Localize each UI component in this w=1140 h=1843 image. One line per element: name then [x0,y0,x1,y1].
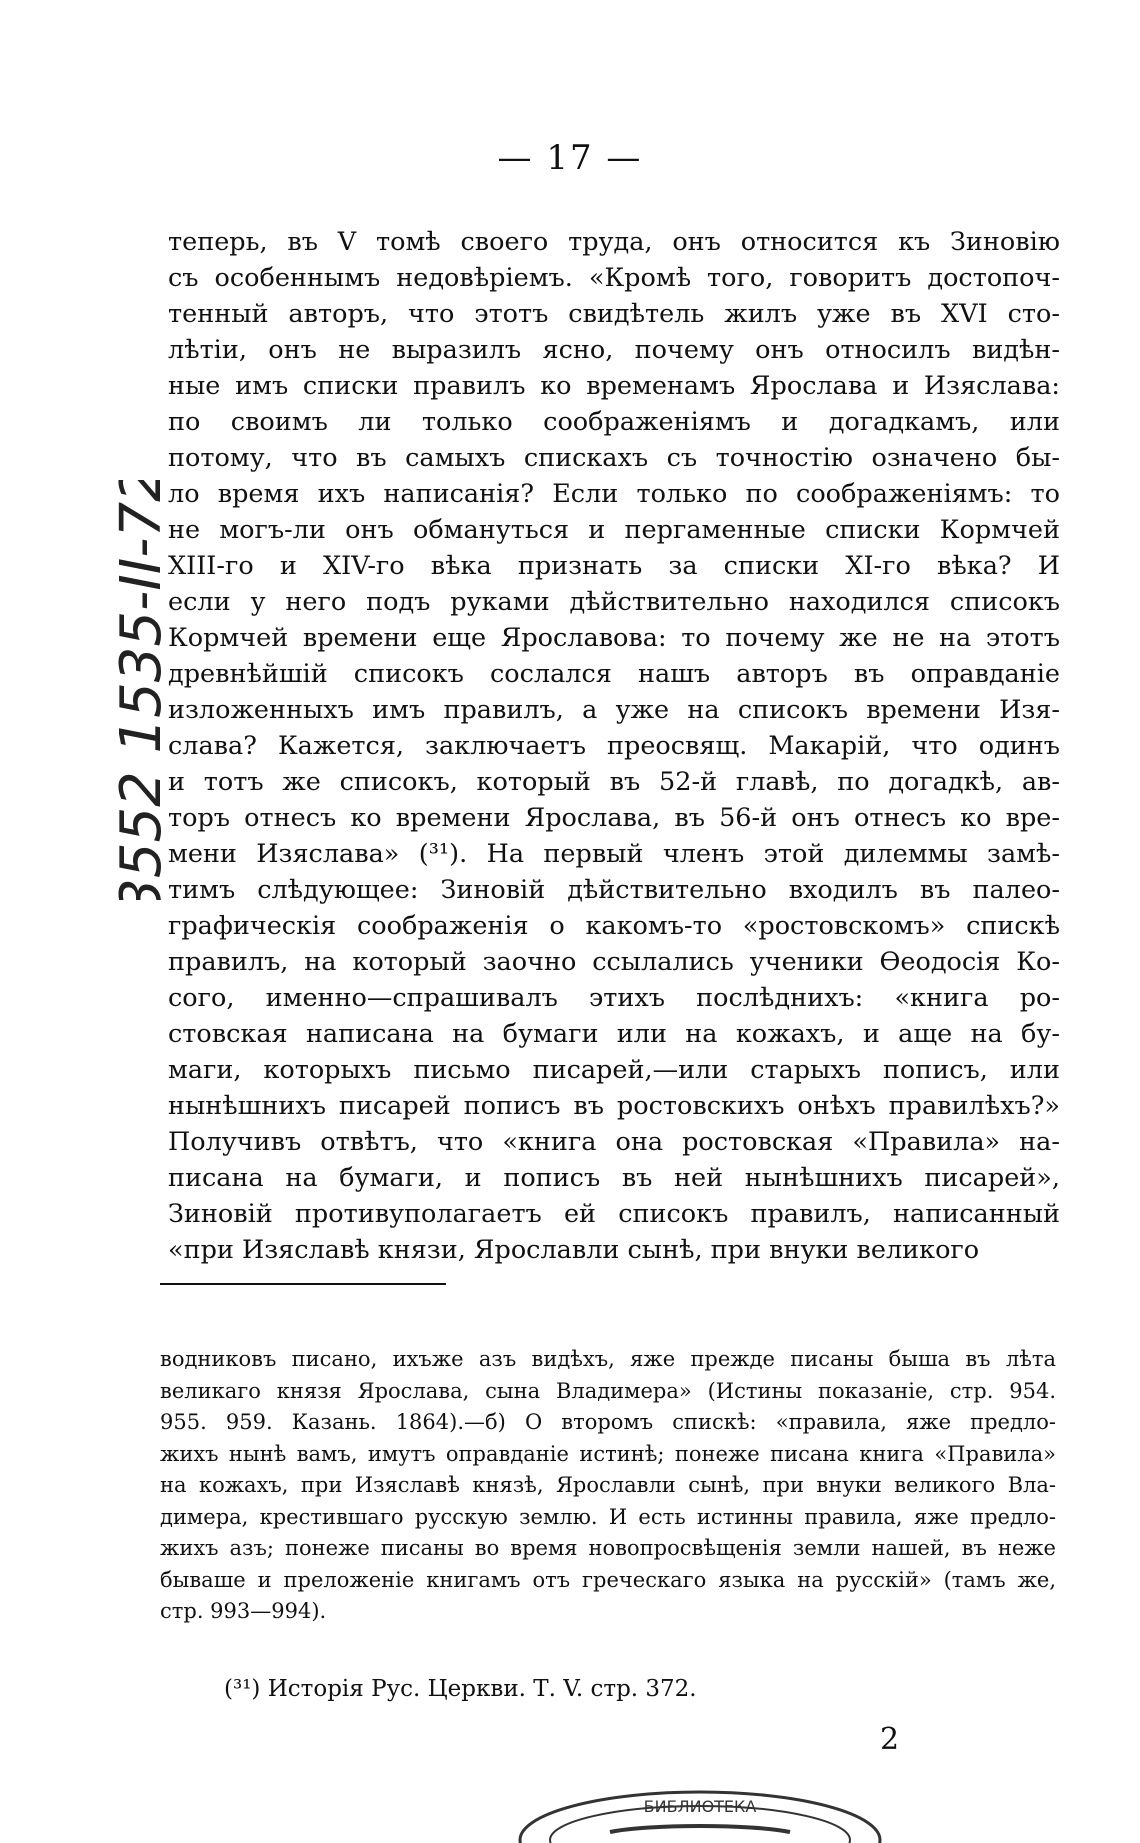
text-line: правилъ, на который заочно ссылались ученики Ѳеодосія Ко- [168,947,1060,977]
text-line: нынѣшнихъ писарей пописъ въ ростовскихъ онѣхъ правилѣхъ?» [168,1091,1060,1121]
footnote-line: 955. 959. Казань. 1864).—б) О второмъ спискѣ: «правила, яже предло- [160,1410,1056,1434]
text-line: стовская написана на бумаги или на кожахъ, и аще на бу- [168,1019,1060,1049]
handwritten-note-svg [100,480,190,900]
text-line: Зиновій противуполагаетъ ей списокъ правилъ, написанный [168,1199,1060,1229]
text-line: и тотъ же списокъ, который въ 52-й главѣ, по догадкѣ, ав- [168,767,1060,797]
footnote-line: жихъ азъ; понеже писаны во время новопросвѣщенія земли нашей, въ неже [160,1536,1056,1560]
text-line: сого, именно—спрашивалъ этихъ послѣднихъ: «книга ро- [168,983,1060,1013]
text-line: графическія соображенія о какомъ-то «ростовскомъ» спискѣ [168,911,1060,941]
text-line: маги, которыхъ письмо писарей,—или старыхъ пописъ, или [168,1055,1060,1085]
text-line: мени Изяслава» (³¹). На первый членъ этой дилеммы замѣ- [168,839,1060,869]
handwritten-margin-note [100,480,190,900]
text-line: лѣтіи, онъ не выразилъ ясно, почему онъ относилъ видѣн- [168,335,1060,365]
text-line: тенный авторъ, что этотъ свидѣтель жилъ уже въ XVI сто- [168,299,1060,329]
stamp-text: БИБЛИОТЕКА [643,1797,757,1816]
footnote-continuation [160,1344,1056,1628]
footnote-line: водниковъ писано, ихъже азъ видѣхъ, яже прежде писаны быша въ лѣта [160,1347,1056,1371]
footnote-line: димера, крестившаго русскую землю. И есть истинны правила, яже предло- [160,1504,1056,1529]
footnote-line: стр. 993—994). [160,1599,327,1623]
footnote-divider [160,1283,446,1285]
text-line: ные имъ списки правилъ ко временамъ Ярослава и Изяслава: [168,371,1060,401]
text-line: «при Изяславѣ князи, Ярославли сынѣ, при внуки великого [168,1235,980,1265]
footnote-line: на кожахъ, при Изяславѣ князѣ, Ярославли сынѣ, при внуки великого Вла- [160,1473,1056,1497]
text-line: слава? Кажется, заключаетъ преосвящ. Макарій, что одинъ [168,731,1060,761]
margin-note-text: 3552 1535-II-72 [109,480,175,900]
footnote-line: великаго князя Ярослава, сына Владимера» (Истины показаніе, стр. 954. [160,1378,1056,1403]
text-line: древнѣйшій списокъ сослался нашъ авторъ въ оправданіе [168,659,1060,689]
library-stamp [500,1780,900,1843]
footnote-line: жихъ нынѣ вамъ, имутъ оправданіе истинѣ; понеже писана книга «Правила» [160,1441,1056,1466]
signature-mark: 2 [880,1722,900,1757]
footnote-line: бываше и преложеніе книгамъ отъ греческаго языка на русскій» (тамъ же, [160,1567,1056,1592]
text-line: Получивъ отвѣтъ, что «книга она ростовская «Правила» на- [168,1127,1060,1157]
text-line: теперь, въ V томѣ своего труда, онъ относится къ Зиновію [168,227,1060,257]
text-line: если у него подъ руками дѣйствительно находился списокъ [168,587,1060,617]
footnote-31: (³¹) Исторія Рус. Церкви. Т. V. стр. 372. [224,1676,697,1702]
text-line: тимъ слѣдующее: Зиновій дѣйствительно входилъ въ палео- [168,875,1060,905]
text-line: торъ отнесъ ко времени Ярослава, въ 56-й онъ отнесъ ко вре- [168,803,1060,833]
text-line: ло время ихъ написанія? Если только по соображеніямъ: то [168,479,1060,509]
text-line: не могъ-ли онъ обмануться и пергаменные списки Кормчей [168,515,1060,545]
text-line: XIII-го и XIV-го вѣка признать за списки XI-го вѣка? И [168,551,1060,581]
text-line: по своимъ ли только соображеніямъ и догадкамъ, или [168,407,1060,437]
page-number: — 17 — [497,138,643,178]
text-line: писана на бумаги, и пописъ въ ней нынѣшнихъ писарей», [168,1163,1060,1193]
text-line: изложенныхъ имъ правилъ, а уже на списокъ времени Изя- [168,695,1060,725]
text-line: потому, что въ самыхъ спискахъ съ точностію означено бы- [168,443,1060,473]
main-text-block [168,224,1060,1268]
stamp-scribble [610,1826,790,1832]
text-line: съ особеннымъ недовѣріемъ. «Кромѣ того, говоритъ достопоч- [168,263,1060,293]
text-line: Кормчей времени еще Ярославова: то почему же не на этотъ [168,623,1060,653]
